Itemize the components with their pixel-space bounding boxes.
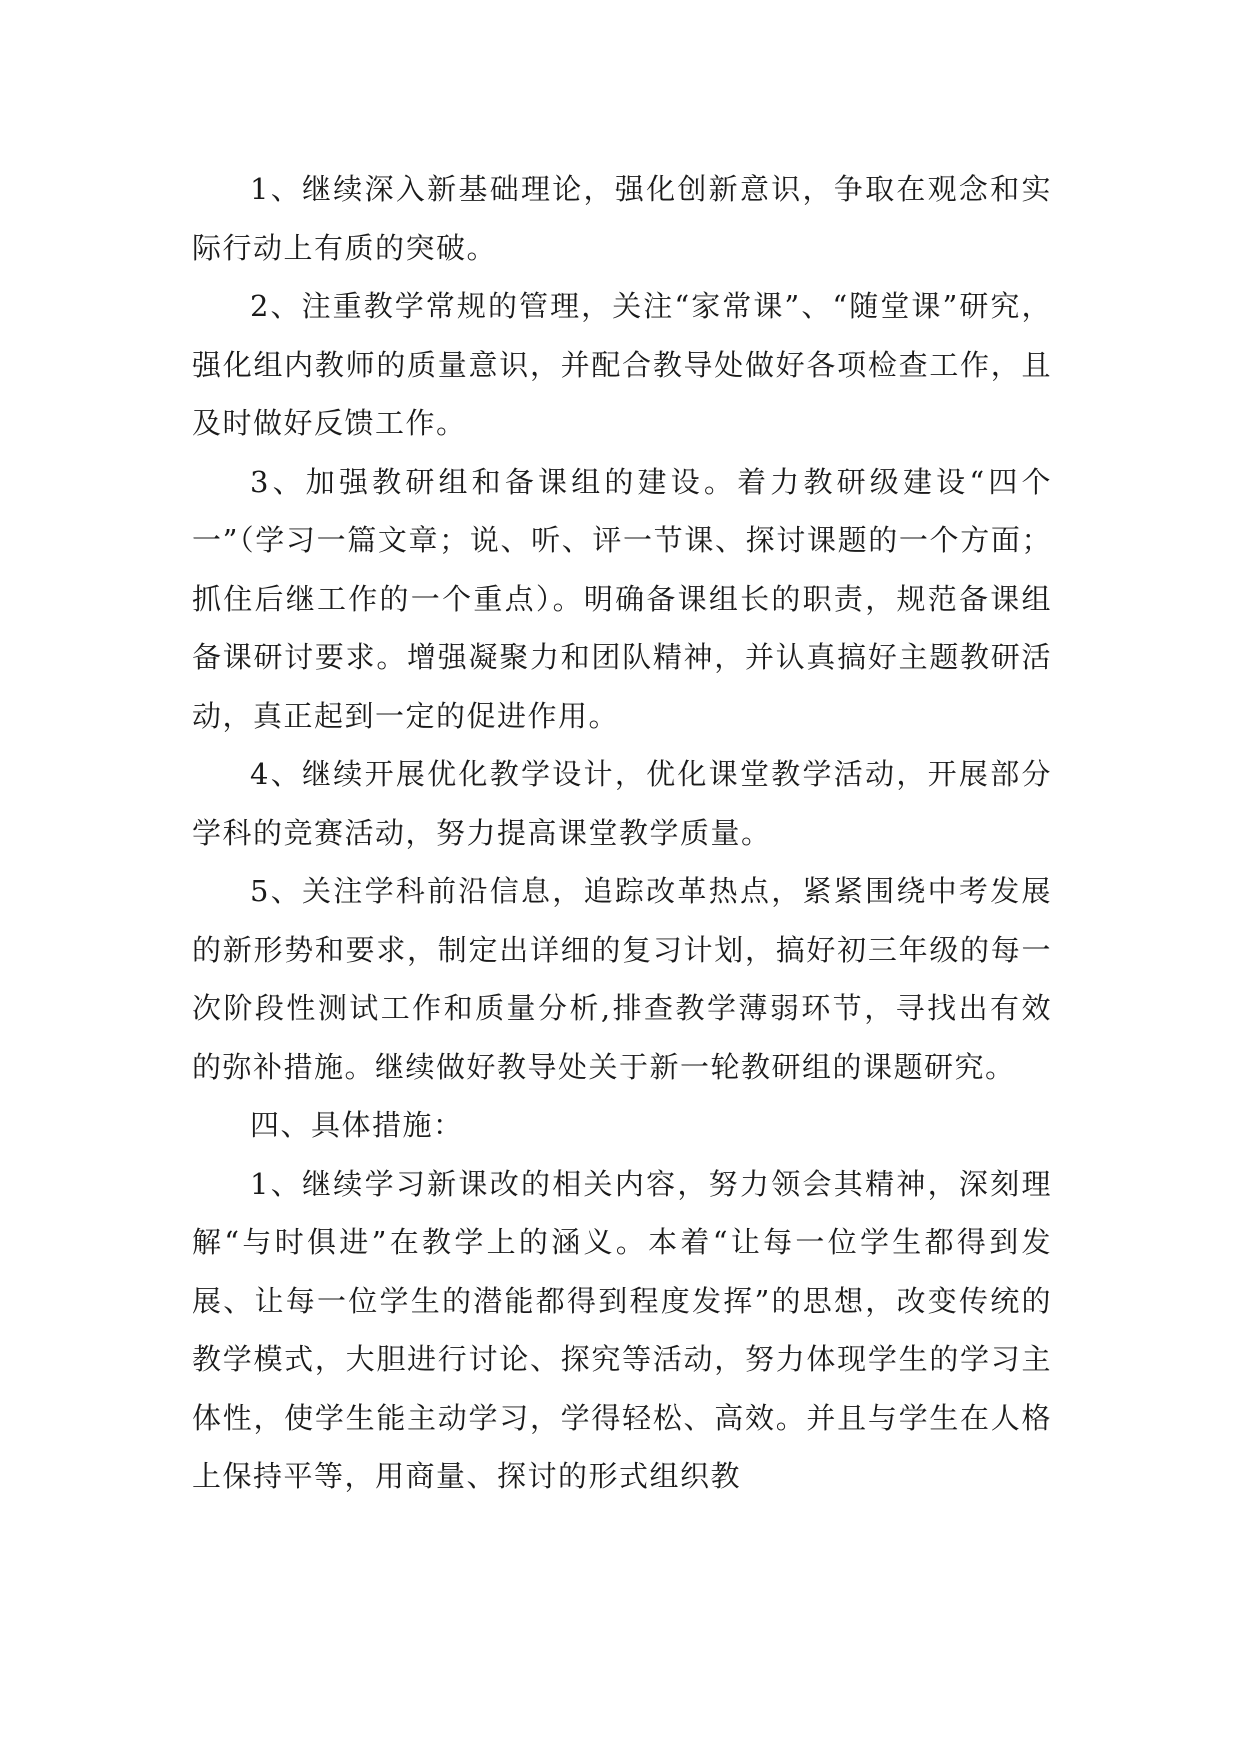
paragraph-goal-4: 4、继续开展优化教学设计，优化课堂教学活动，开展部分学科的竞赛活动，努力提高课堂教学质量。 [192,757,1052,850]
paragraph-goal-3: 3、加强教研组和备课组的建设。着力教研级建设“四个一”（学习一篇文章；说、听、评一节课、探讨课题的一个方面；抓住后继工作的一个重点）。明确备课组长的职责，规范备课组备课研讨要求。增强凝聚力和团队精神，并认真搞好主题教研活动，真正起到一定的促进作用。 [192,464,1052,733]
document-page [192,160,1052,1506]
paragraph-goal-2: 2、注重教学常规的管理，关注“家常课”、“随堂课”研究，强化组内教师的质量意识，并配合教导处做好各项检查工作，且及时做好反馈工作。 [192,289,1052,440]
section-heading-measures: 四、具体措施： [250,1108,464,1142]
paragraph-goal-5: 5、关注学科前沿信息，追踪改革热点，紧紧围绕中考发展的新形势和要求，制定出详细的复习计划，搞好初三年级的每一次阶段性测试工作和质量分析,排查教学薄弱环节，寻找出有效的弥补措施。继续做好教导处关于新一轮教研组的课题研究。 [192,874,1052,1084]
paragraph-measure-1: 1、继续学习新课改的相关内容，努力领会其精神，深刻理解“与时俱进”在教学上的涵义。本着“让每一位学生都得到发展、让每一位学生的潜能都得到程度发挥”的思想，改变传统的教学模式，大胆进行讨论、探究等活动，努力体现学生的学习主体性，使学生能主动学习，学得轻松、高效。并且与学生在人格上保持平等，用商量、探讨的形式组织教 [192,1166,1052,1493]
paragraph-goal-1: 1、继续深入新基础理论，强化创新意识，争取在观念和实际行动上有质的突破。 [192,172,1052,265]
